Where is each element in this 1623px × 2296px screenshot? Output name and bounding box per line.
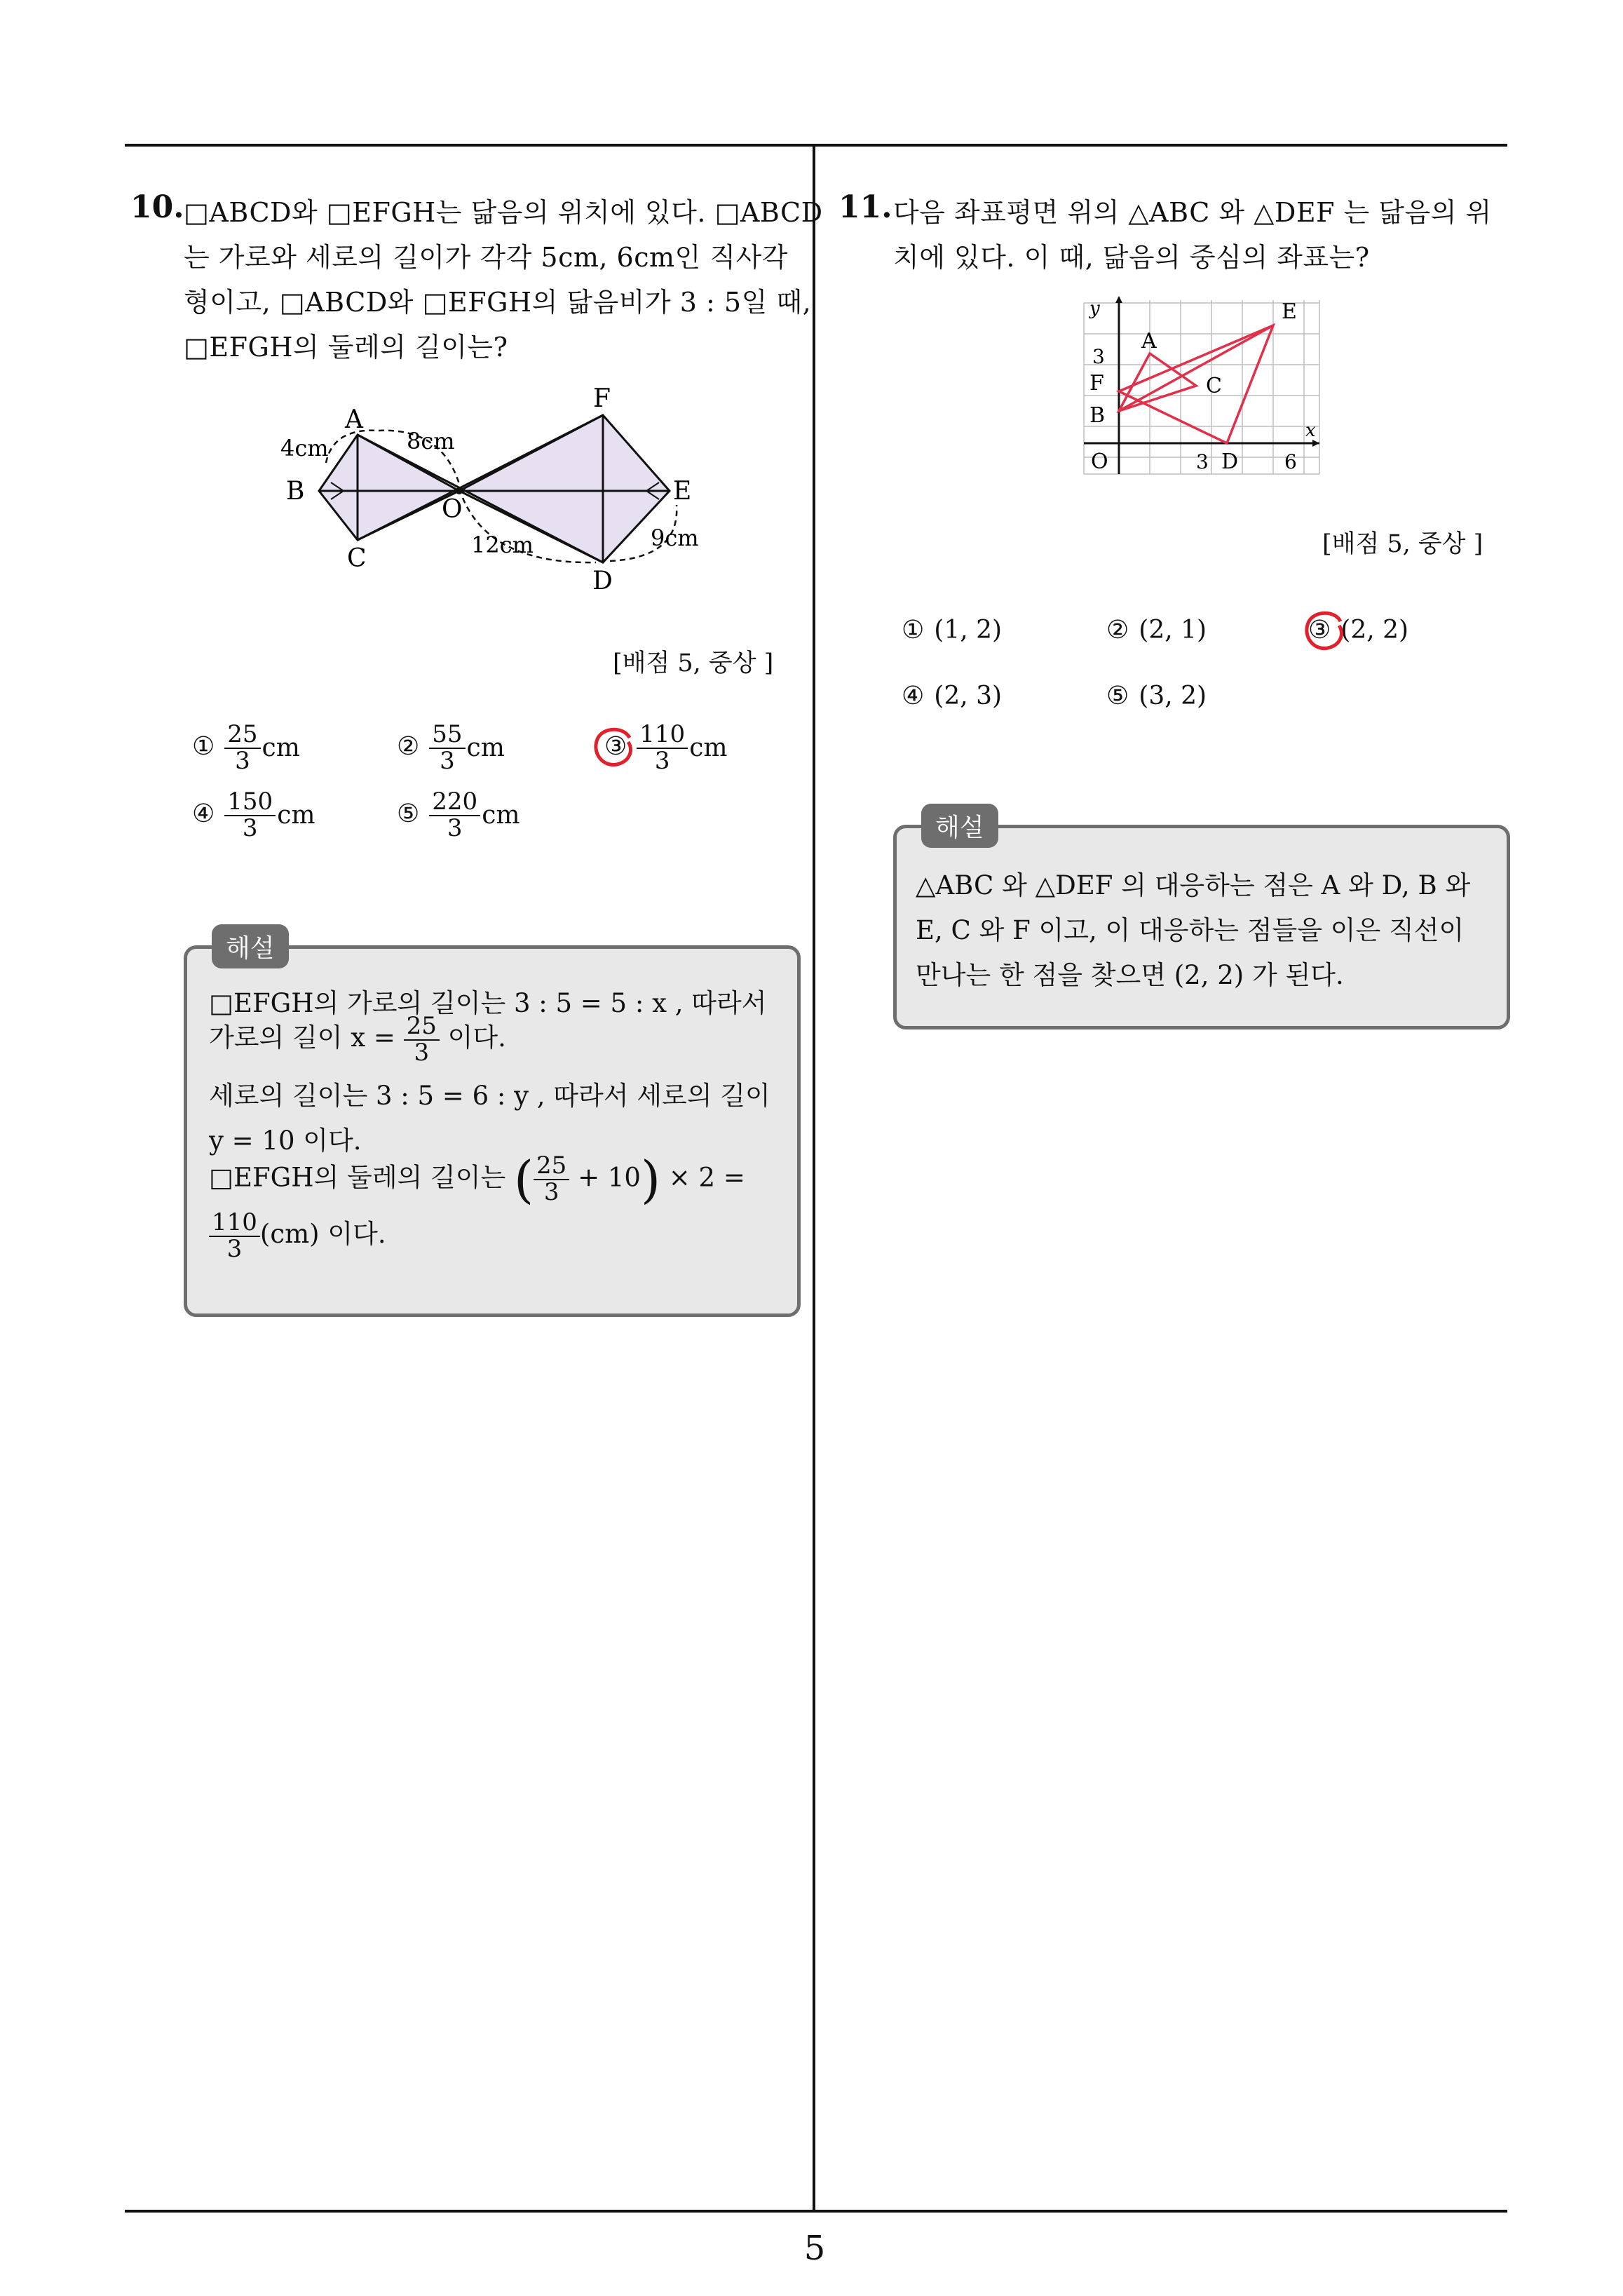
- q11-label-E: E: [1282, 299, 1297, 324]
- q10-line-4: □EFGH의 둘레의 길이는?: [184, 332, 508, 363]
- q10-choice-3[interactable]: ③ $\frac{110}{3}$ cm: [604, 720, 728, 775]
- q11-choice-3[interactable]: ③ (2, 2): [1308, 616, 1409, 644]
- q10-choice-2[interactable]: ② $\frac{55}{3}$ cm: [397, 720, 505, 775]
- q10-line-2: 는 가로와 세로의 길이가 각각 5cm, 6cm인 직사각: [184, 242, 788, 273]
- q10-choice-5[interactable]: ⑤ $\frac{220}{3}$ cm: [397, 788, 520, 842]
- q11-label-B: B: [1089, 403, 1106, 428]
- q10-label-F: F: [593, 384, 611, 413]
- q11-axis-y: y: [1089, 298, 1100, 319]
- q11-choice-4[interactable]: ④ (2, 3): [902, 682, 1003, 710]
- q10-answer-circle-mark: [590, 722, 639, 771]
- q10-label-O: O: [442, 495, 463, 524]
- q10-label-D: D: [592, 567, 613, 595]
- q11-answer-circle-mark: [1301, 606, 1350, 655]
- q11-number: 11.: [838, 189, 892, 225]
- q10-solution-line-5: □EFGH의 둘레의 길이는 ( $\frac{25}{3}$ + 10) × 2 =: [209, 1150, 745, 1209]
- q10-number: 10.: [130, 189, 184, 225]
- q11-label-A: A: [1141, 329, 1157, 353]
- q10-solution-line-3: 세로의 길이는 3 : 5 = 6 : y , 따라서 세로의 길이: [209, 1081, 770, 1111]
- q11-solution-line-3: 만나는 한 점을 찾으면 (2, 2) 가 된다.: [916, 960, 1344, 990]
- q11-choice-5[interactable]: ⑤ (3, 2): [1106, 682, 1207, 710]
- q10-length-12cm: 12cm: [471, 532, 534, 558]
- q10-score: [배점 5, 중상 ]: [613, 649, 774, 677]
- q11-tick-x6: 6: [1284, 450, 1297, 473]
- q11-solution-line-1: △ABC 와 △DEF 의 대응하는 점은 A 와 D, B 와: [916, 870, 1471, 900]
- q10-length-8cm: 8cm: [407, 428, 455, 454]
- q10-line-1: □ABCD와 □EFGH는 닮음의 위치에 있다. □ABCD: [184, 197, 823, 228]
- top-rule: [125, 144, 1507, 147]
- column-divider: [813, 144, 815, 2211]
- q11-label-D: D: [1221, 450, 1239, 474]
- q11-choice-2[interactable]: ② (2, 1): [1106, 616, 1207, 644]
- q11-label-C: C: [1206, 374, 1222, 398]
- q11-tick-x3: 3: [1196, 450, 1209, 473]
- q10-figure: [266, 379, 715, 603]
- q10-solution-line-4: y = 10 이다.: [209, 1126, 362, 1156]
- q10-label-E: E: [673, 477, 692, 506]
- q10-solution-line-1: □EFGH의 가로의 길이는 3 : 5 = 5 : x , 따라서: [209, 988, 767, 1018]
- q11-graph: [1077, 293, 1329, 482]
- q11-line-2: 치에 있다. 이 때, 닮음의 중심의 좌표는?: [893, 242, 1370, 273]
- q10-choice-4[interactable]: ④ $\frac{150}{3}$ cm: [192, 788, 315, 842]
- q11-origin: O: [1091, 450, 1108, 474]
- q11-axis-x: x: [1305, 420, 1316, 441]
- q10-solution-line-6: $\frac{110}{3}$ (cm) 이다.: [209, 1210, 386, 1262]
- q10-length-9cm: 9cm: [651, 525, 699, 551]
- q11-score: [배점 5, 중상 ]: [1322, 530, 1483, 558]
- q10-label-C: C: [347, 544, 367, 573]
- q10-solution-tag: 해설: [212, 924, 289, 968]
- q10-choice-1[interactable]: ① $\frac{25}{3}$ cm: [192, 720, 300, 775]
- q10-label-A: A: [345, 405, 363, 434]
- q11-line-1: 다음 좌표평면 위의 △ABC 와 △DEF 는 닮음의 위: [893, 197, 1492, 228]
- q11-tick-y3: 3: [1092, 345, 1105, 368]
- q10-line-3: 형이고, □ABCD와 □EFGH의 닮음비가 3 : 5일 때,: [184, 287, 812, 318]
- page-number: 5: [803, 2229, 826, 2268]
- q10-label-B: B: [286, 477, 305, 506]
- q11-choice-1[interactable]: ① (1, 2): [902, 616, 1003, 644]
- q10-length-4cm: 4cm: [280, 435, 329, 461]
- q11-solution-tag: 해설: [921, 804, 998, 848]
- bottom-rule: [125, 2210, 1507, 2213]
- q11-solution-line-2: E, C 와 F 이고, 이 대응하는 점들을 이은 직선이: [916, 915, 1465, 945]
- q10-solution-line-2: 가로의 길이 x = $\frac{25}{3}$ 이다.: [209, 1012, 506, 1067]
- q11-label-F: F: [1089, 371, 1104, 396]
